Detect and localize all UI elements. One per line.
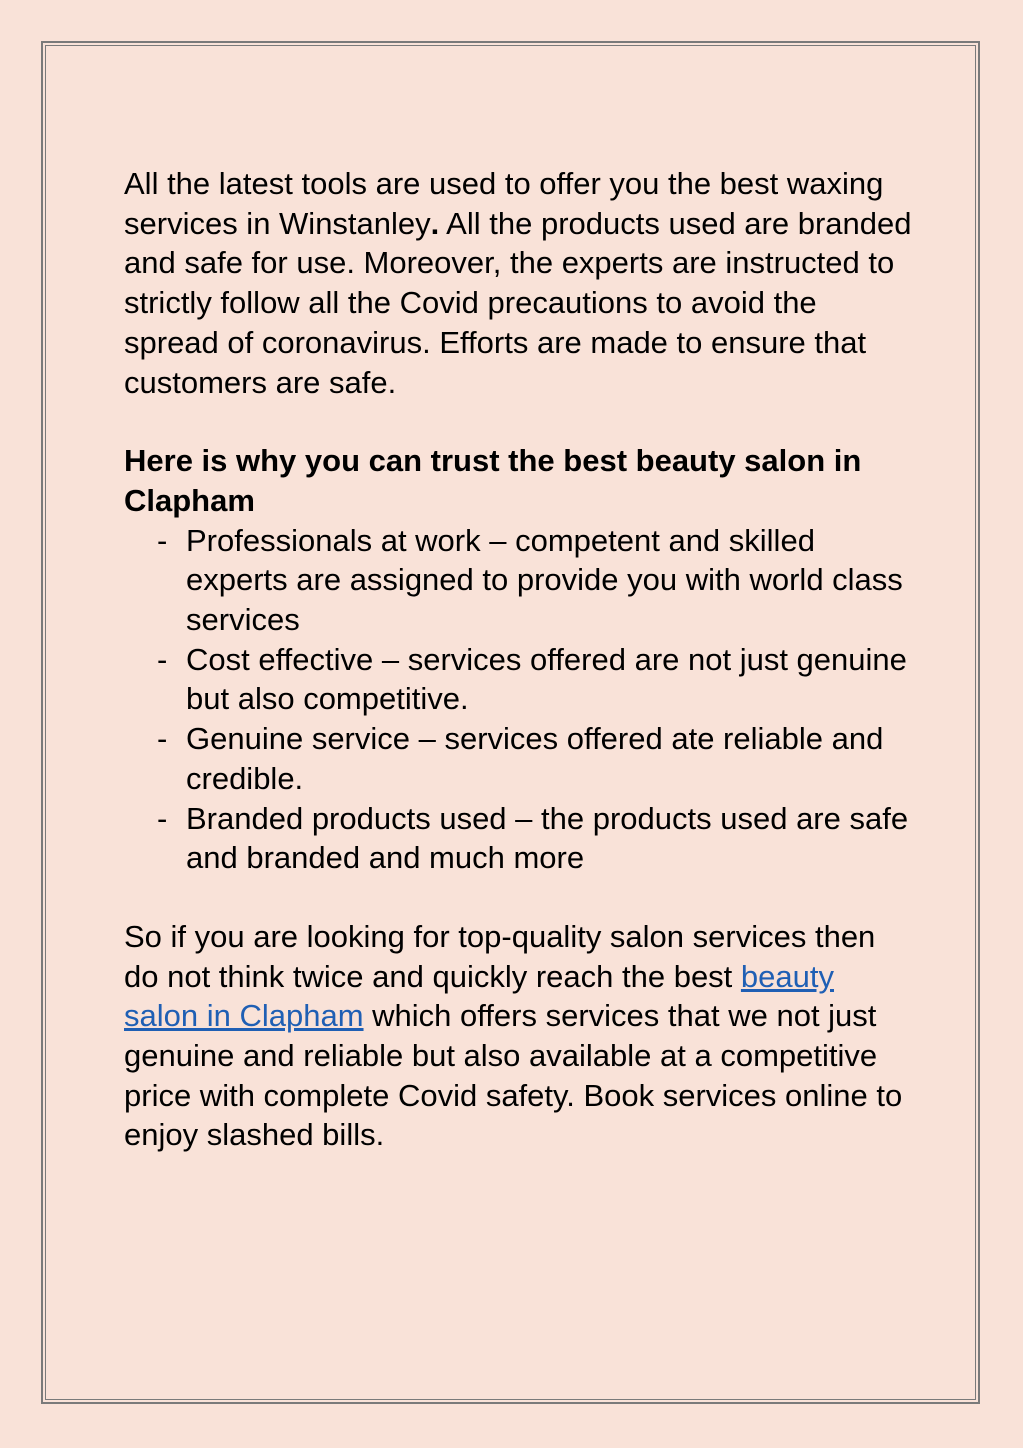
intro-bold-period: . bbox=[430, 205, 440, 241]
list-item bbox=[124, 521, 914, 640]
document-body bbox=[124, 164, 914, 1155]
bullet-dash: - bbox=[157, 721, 168, 757]
list-item-text: Branded products used – the products used are safe and branded and much more bbox=[186, 800, 909, 876]
list-item bbox=[124, 719, 914, 798]
intro-text-part1: All the latest tools are used to offer you the best waxing services in Winstanley bbox=[124, 166, 884, 241]
list-item bbox=[124, 640, 914, 719]
list-item bbox=[124, 799, 914, 878]
intro-paragraph bbox=[124, 164, 914, 402]
section-heading: Here is why you can trust the best beauty salon in Clapham bbox=[124, 443, 862, 518]
bullet-dash: - bbox=[157, 641, 168, 677]
list-item-text: Genuine service – services offered ate reliable and credible. bbox=[186, 721, 884, 796]
bullet-dash: - bbox=[157, 800, 168, 836]
list-item-text: Cost effective – services offered are not just genuine but also competitive. bbox=[186, 641, 907, 717]
closing-text-before-link: So if you are looking for top-quality salon services then do not think twice and quickly reach the best bbox=[124, 918, 876, 994]
reasons-list bbox=[124, 521, 914, 878]
closing-paragraph bbox=[124, 917, 914, 1155]
list-item-text: Professionals at work – competent and skilled experts are assigned to provide you with world class services bbox=[186, 522, 903, 638]
bullet-dash: - bbox=[157, 522, 168, 558]
intro-text-part2: All the products used are branded and safe for use. Moreover, the experts are instructed to strictly follow all the Covid precautions to avoid the spread of coronavirus. Efforts are made to ensure that customers are safe. bbox=[124, 205, 912, 400]
closing-text-after-link: which offers services that we not just genuine and reliable but also available at a competitive price with complete Covid safety. Book services online to enjoy slashed bills. bbox=[124, 998, 903, 1153]
beauty-salon-clapham-link[interactable]: beauty salon in Clapham bbox=[124, 958, 834, 1034]
